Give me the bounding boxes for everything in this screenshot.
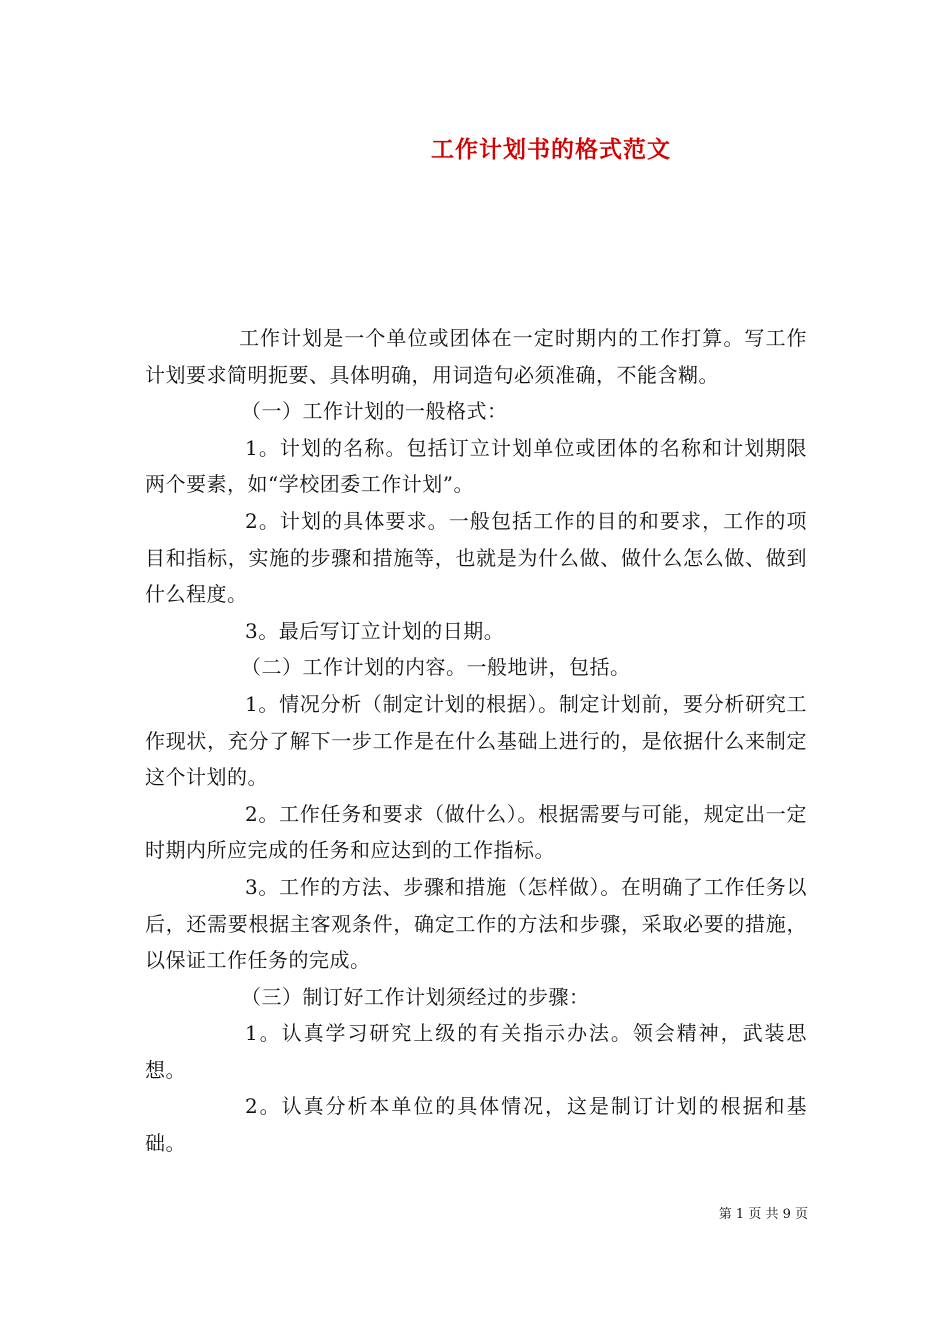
list-item: 3。最后写订立计划的日期。 — [245, 618, 505, 643]
intro-paragraph: 工作计划是一个单位或团体在一定时期内的工作打算。写工作计划要求简明扼要、具体明确，用词造句必须准确，不能含糊。 — [145, 326, 807, 387]
list-item: 1。认真学习研究上级的有关指示办法。领会精神，武装思想。 — [145, 1021, 807, 1082]
page-number-footer: 第 1 页 共 9 页 — [718, 1207, 808, 1222]
document-body — [145, 320, 807, 1162]
list-item: 2。计划的具体要求。一般包括工作的目的和要求，工作的项目和指标，实施的步骤和措施等，也就是为什么做、做什么怎么做、做到什么程度。 — [145, 508, 807, 607]
list-item: 2。认真分析本单位的具体情况，这是制订计划的根据和基础。 — [145, 1094, 807, 1156]
document-title: 工作计划书的格式范文 — [431, 136, 671, 163]
list-item: 2。工作任务和要求（做什么）。根据需要与可能，规定出一定时期内所应完成的任务和应达到的工作指标。 — [145, 801, 807, 863]
list-item: 3。工作的方法、步骤和措施（怎样做）。在明确了工作任务以后，还需要根据主客观条件，确定工作的方法和步骤，采取必要的措施，以保证工作任务的完成。 — [145, 874, 807, 973]
list-item: 1。计划的名称。包括订立计划单位或团体的名称和计划期限两个要素，如“学校团委工作计划”。 — [145, 435, 807, 497]
section-heading-3: （三）制订好工作计划须经过的步骤： — [241, 984, 590, 1009]
section-heading-2: （二）工作计划的内容。一般地讲，包括。 — [241, 655, 631, 680]
list-item: 1。情况分析（制定计划的根据）。制定计划前，要分析研究工作现状，充分了解下一步工作是在什么基础上进行的，是依据什么来制定这个计划的。 — [145, 691, 807, 790]
section-heading-1: （一）工作计划的一般格式： — [241, 399, 508, 424]
